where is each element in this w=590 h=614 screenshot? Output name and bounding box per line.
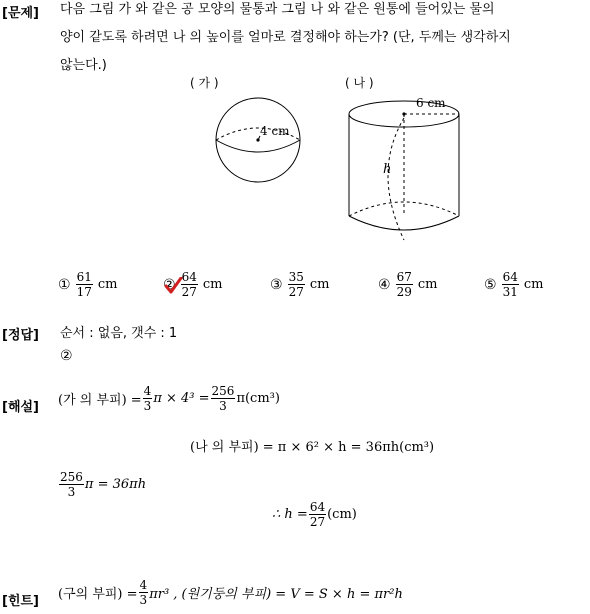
choice-2-mark: ② xyxy=(163,276,176,293)
explanation-a-mid: π × 4³ = xyxy=(153,391,210,406)
choice-2-fraction: $\frac{64}{27}$ xyxy=(181,270,197,299)
explanation-d-end: (cm) xyxy=(327,507,357,522)
choice-1[interactable] xyxy=(58,270,117,299)
choice-4-mark: ④ xyxy=(378,276,391,293)
hint-line xyxy=(58,578,403,607)
problem-line-2: 양이 같도록 하려면 나 의 높이를 얼마로 결정해야 하는가? (단, 두께는 생각하지 xyxy=(60,30,511,45)
explanation-c-frac: $\frac{256}{3}$ xyxy=(60,470,83,499)
checkmark-icon xyxy=(163,277,183,295)
explanation-line-a xyxy=(58,384,280,413)
explanation-d-prefix: ∴ h = xyxy=(272,507,308,522)
choice-2-unit: cm xyxy=(202,277,223,292)
choice-4-fraction: $\frac{67}{29}$ xyxy=(396,270,412,299)
cylinder-bottom-front xyxy=(349,216,459,230)
explanation-line-c xyxy=(58,470,146,499)
explanation-c-rest: π = 36πh xyxy=(84,477,147,492)
choice-4[interactable] xyxy=(378,270,437,299)
choice-2-mark-wrap xyxy=(163,277,176,293)
hint-prefix: (구의 부피) = xyxy=(58,587,138,602)
choice-5-mark: ⑤ xyxy=(484,276,497,293)
hint-frac: $\frac{4}{3}$ xyxy=(139,578,148,607)
choice-3-unit: cm xyxy=(309,277,330,292)
hint-rest: πr³ , (원기둥의 부피) = V = S × h = πr²h xyxy=(149,587,403,602)
sphere-radius-label: 4 cm xyxy=(260,124,290,138)
problem-tag: [문제] xyxy=(2,6,39,21)
choice-3[interactable] xyxy=(270,270,329,299)
problem-line-3: 않는다.) xyxy=(60,58,107,73)
explanation-line-b: (나 의 부피) = π × 6² × h = 36πh(cm³) xyxy=(190,440,435,455)
hint-tag: [힌트] xyxy=(2,594,39,609)
sphere-equator-front xyxy=(216,140,300,152)
explanation-a-frac2: $\frac{256}{3}$ xyxy=(211,384,235,413)
choice-5-fraction: $\frac{64}{31}$ xyxy=(502,270,518,299)
figure-label-b: ( 나 ) xyxy=(345,76,374,90)
explanation-a-prefix: (가 의 부피) = xyxy=(58,393,142,408)
answer-line-1: 순서 : 없음, 갯수 : 1 xyxy=(60,326,178,341)
choice-3-fraction: $\frac{35}{27}$ xyxy=(288,270,304,299)
figure-label-a: ( 가 ) xyxy=(190,76,219,90)
choice-1-unit: cm xyxy=(97,277,118,292)
explanation-a-frac1: $\frac{4}{3}$ xyxy=(143,384,152,413)
choice-1-fraction: $\frac{61}{17}$ xyxy=(76,270,92,299)
choice-4-unit: cm xyxy=(417,277,438,292)
cylinder-height-brace xyxy=(388,118,404,240)
choice-3-mark: ③ xyxy=(270,276,283,293)
choice-2[interactable] xyxy=(163,270,222,299)
explanation-a-end: π(cm³) xyxy=(236,391,280,406)
problem-line-1: 다음 그림 가 와 같은 공 모양의 물통과 그림 나 와 같은 원통에 들어있는 물의 xyxy=(60,2,495,17)
choice-1-mark: ① xyxy=(58,276,71,293)
answer-line-2: ② xyxy=(60,348,73,364)
cylinder-height-label: h xyxy=(383,162,392,177)
answer-tag: [정답] xyxy=(2,328,39,343)
problem-text xyxy=(60,0,588,80)
cylinder-radius-label: 6 cm xyxy=(416,96,446,110)
explanation-tag: [해설] xyxy=(2,400,39,415)
choice-5-unit: cm xyxy=(523,277,544,292)
explanation-line-d xyxy=(272,500,357,529)
explanation-d-frac: $\frac{64}{27}$ xyxy=(309,500,326,529)
figure-diagram xyxy=(200,90,480,245)
choice-5[interactable] xyxy=(484,270,543,299)
